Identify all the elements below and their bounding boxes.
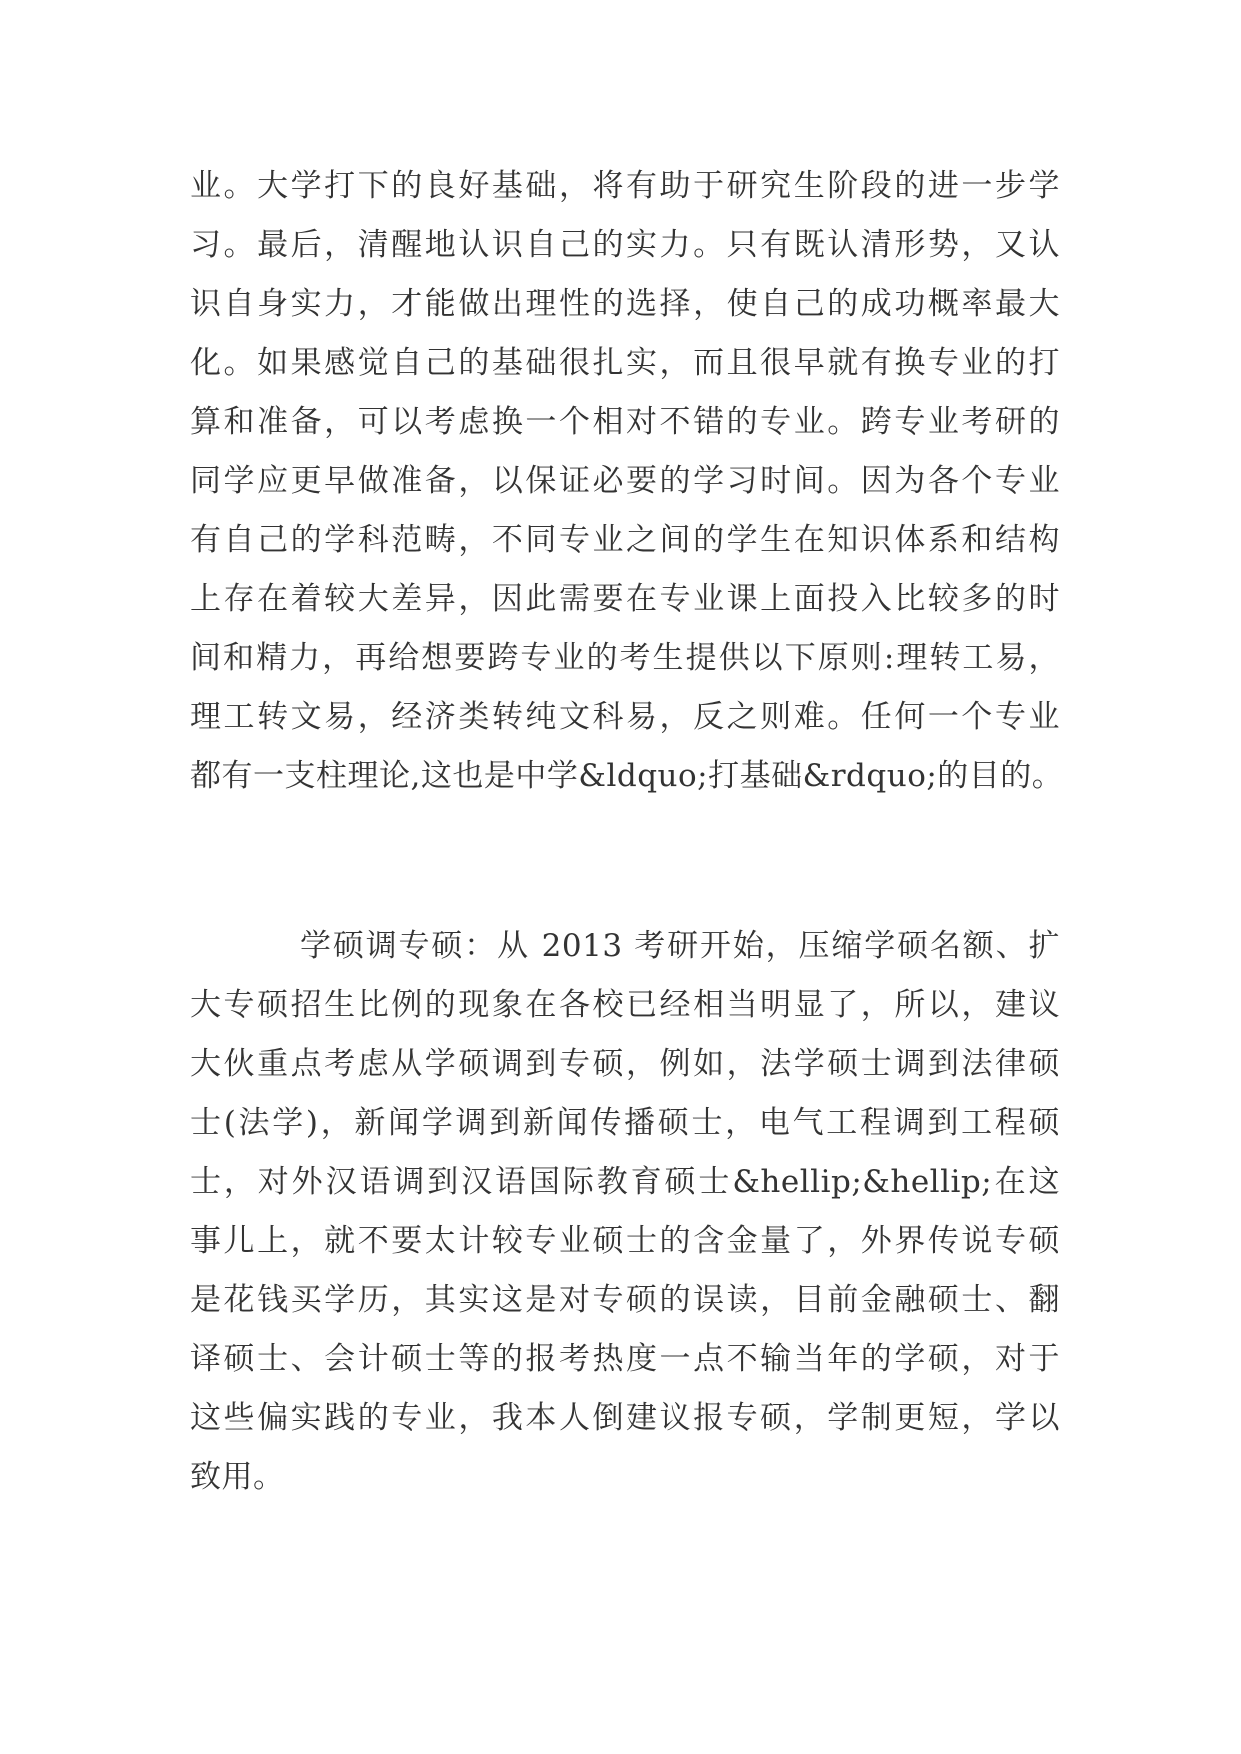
text-line: 上存在着较大差异，因此需要在专业课上面投入比较多的时 [190,581,1060,617]
text-line: 理工转文易，经济类转纯文科易，反之则难。任何一个专业 [190,699,1060,735]
text-line: 大专硕招生比例的现象在各校已经相当明显了，所以，建议 [190,987,1060,1023]
text-line: 这些偏实践的专业，我本人倒建议报专硕，学制更短，学以 [190,1400,1060,1436]
text-line: 是花钱买学历，其实这是对专硕的误读，目前金融硕士、翻 [190,1282,1060,1318]
text-line: 化。如果感觉自己的基础很扎实，而且很早就有换专业的打 [190,345,1060,381]
text-line: 业。大学打下的良好基础，将有助于研究生阶段的进一步学 [190,168,1060,204]
text-line: 间和精力，再给想要跨专业的考生提供以下原则:理转工易， [190,640,1060,676]
text-line: 致用。 [190,1459,285,1495]
text-line: 译硕士、会计硕士等的报考热度一点不输当年的学硕，对于 [190,1341,1060,1377]
paragraph-2 [190,917,1060,1507]
text-line: 士(法学)，新闻学调到新闻传播硕士，电气工程调到工程硕 [190,1105,1060,1141]
text-line: 识自身实力，才能做出理性的选择，使自己的成功概率最大 [190,286,1060,322]
text-line: 事儿上，就不要太计较专业硕士的含金量了，外界传说专硕 [190,1223,1060,1259]
text-line: 同学应更早做准备，以保证必要的学习时间。因为各个专业 [190,463,1060,499]
text-line: 都有一支柱理论,这也是中学&ldquo;打基础&rdquo;的目的。 [190,758,1064,794]
text-line: 士，对外汉语调到汉语国际教育硕士&hellip;&hellip;在这 [190,1164,1060,1200]
paragraph-1 [190,157,1064,806]
text-line-indented: 学硕调专硕：从 2013 考研开始，压缩学硕名额、扩 [300,928,1060,964]
text-line: 大伙重点考虑从学硕调到专硕，例如，法学硕士调到法律硕 [190,1046,1060,1082]
text-line: 算和准备，可以考虑换一个相对不错的专业。跨专业考研的 [190,404,1060,440]
text-line: 有自己的学科范畴，不同专业之间的学生在知识体系和结构 [190,522,1060,558]
text-line: 习。最后，清醒地认识自己的实力。只有既认清形势，又认 [190,227,1060,263]
